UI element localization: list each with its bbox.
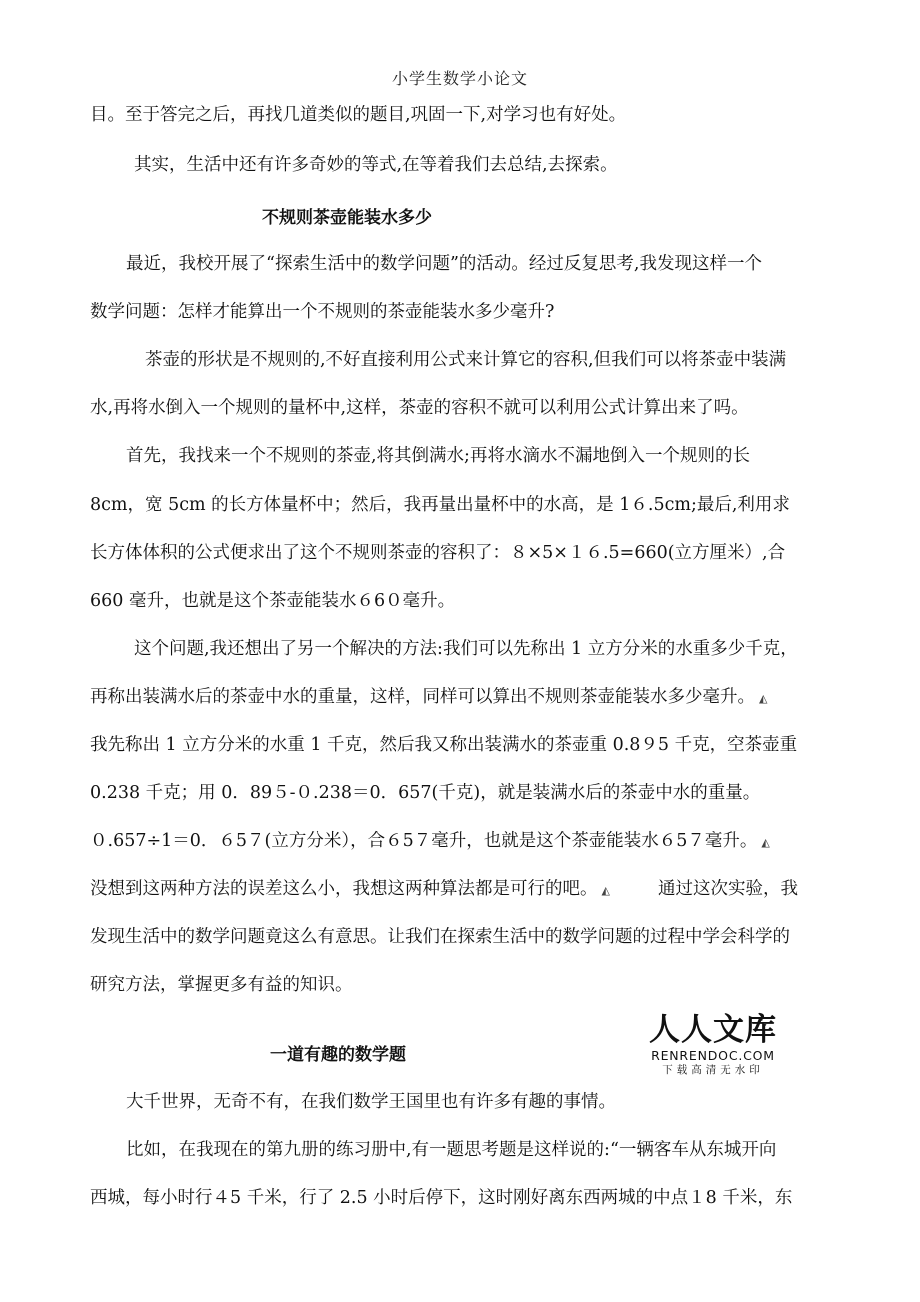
paragraph-line [90, 827, 770, 852]
paragraph-text: ０.657÷1＝0．６5７(立方分米），合６5７毫升，也就是这个茶壶能装水６5７毫升。 [90, 831, 758, 851]
paragraph-text: 再称出装满水后的茶壶中水的重量，这样，同样可以算出不规则茶壶能装水多少毫升。 [90, 687, 755, 707]
paragraph-line: 最近，我校开展了“探索生活中的数学问题”的活动。经过反复思考,我发现这样一个 [126, 254, 762, 274]
paragraph-line: 首先，我找来一个不规则的茶壶,将其倒满水;再将水滴水不漏地倒入一个规则的长 [126, 446, 750, 466]
paragraph-mark-icon: ◭ [761, 836, 770, 849]
section-title: 不规则茶壶能装水多少 [262, 208, 432, 228]
watermark-logo [648, 1012, 778, 1077]
paragraph-line: 我先称出 1 立方分米的水重 1 千克，然后我又称出装满水的茶壶重 0.8９5 千克，空茶壶重 [90, 735, 798, 755]
paragraph-text: 没想到这两种方法的误差这么小，我想这两种算法都是可行的吧。 [90, 879, 598, 899]
paragraph-line: 0.238 千克；用 0．89５-０.238＝0．657(千克)，就是装满水后的茶壶中水的重量。 [90, 783, 761, 803]
section-title: 一道有趣的数学题 [270, 1045, 406, 1065]
paragraph-text: 通过这次实验，我 [657, 879, 798, 899]
paragraph-line: 大千世界，无奇不有，在我们数学王国里也有许多有趣的事情。 [126, 1092, 616, 1112]
paragraph-line: 西城，每小时行４5 千米，行了 2.5 小时后停下，这时刚好离东西两城的中点１8 千米，东 [90, 1188, 793, 1208]
paragraph-line: 这个问题,我还想出了另一个解决的方法:我们可以先称出 1 立方分米的水重多少千克， [134, 639, 798, 659]
watermark-url: RENRENDOC.COM [651, 1048, 775, 1063]
watermark-name: 人人文库 [649, 1012, 777, 1048]
page-header: 小学生数学小论文 [391, 69, 528, 88]
paragraph-mark-icon: ◭ [601, 884, 610, 897]
paragraph-line: 研究方法，掌握更多有益的知识。 [90, 975, 353, 995]
paragraph-line [90, 683, 767, 708]
paragraph-line: 其实，生活中还有许多奇妙的等式,在等着我们去总结,去探索。 [134, 155, 618, 175]
paragraph-line: 660 毫升，也就是这个茶壶能装水６6０毫升。 [90, 591, 456, 611]
paragraph-line: 发现生活中的数学问题竟这么有意思。让我们在探索生活中的数学问题的过程中学会科学的 [90, 927, 790, 947]
paragraph-line [90, 875, 798, 900]
paragraph-line: 长方体体积的公式便求出了这个不规则茶壶的容积了：８×5×１６.5=660(立方厘米）,合 [90, 543, 786, 563]
paragraph-line: 数学问题：怎样才能算出一个不规则的茶壶能装水多少毫升? [90, 302, 555, 322]
paragraph-line: 目。至于答完之后，再找几道类似的题目,巩固一下,对学习也有好处。 [90, 105, 627, 125]
paragraph-line: 比如，在我现在的第九册的练习册中,有一题思考题是这样说的:“一辆客车从东城开向 [126, 1140, 777, 1160]
paragraph-mark-icon: ◭ [759, 692, 768, 705]
watermark-tagline: 下载高清无水印 [662, 1064, 764, 1076]
paragraph-line: 水,再将水倒入一个规则的量杯中,这样，茶壶的容积不就可以利用公式计算出来了吗。 [90, 398, 749, 418]
paragraph-line: 8cm，宽 5cm 的长方体量杯中；然后，我再量出量杯中的水高，是 1６.5cm;最后,利用求 [90, 495, 790, 515]
paragraph-line: 茶壶的形状是不规则的,不好直接利用公式来计算它的容积,但我们可以将茶壶中装满 [145, 350, 787, 370]
